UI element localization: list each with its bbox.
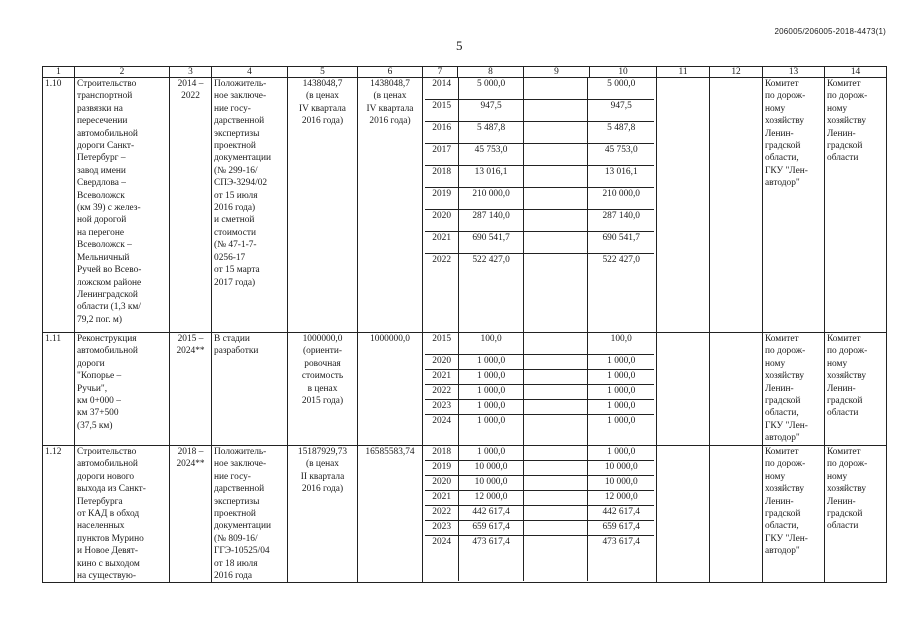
year-cell: 2022 [425,506,459,520]
total-amount: 5 487,8 [459,122,524,143]
year-cell: 2024 [425,415,459,445]
column-header: 8 [458,67,524,78]
year-row [425,476,654,491]
remaining-cost: 16585583,74 [358,446,423,583]
federal-amount [524,166,589,187]
table-row [43,446,887,583]
expertise-basis: В стадии разработки [212,333,288,446]
total-amount: 12 000,0 [459,491,524,505]
federal-amount [524,400,589,414]
year-cell: 2020 [425,355,459,369]
federal-amount [524,476,589,490]
yearly-financing [423,333,657,446]
total-amount: 1 000,0 [459,446,524,460]
year-row [425,385,654,400]
year-row [425,461,654,476]
regional-amount: 1 000,0 [607,416,636,426]
regional-amount: 1 000,0 [607,371,636,381]
estimated-cost: 15187929,73 (в ценах II квартала 2016 года) [288,446,358,583]
program-coordinator: Комитет по дорож- ному хозяйству Ленин- градской области [825,333,887,446]
empty-cell-12 [710,446,763,583]
year-cell: 2024 [425,536,459,581]
regional-amount: 690 541,7 [602,233,640,243]
empty-cell-11 [657,446,710,583]
year-cell: 2020 [425,210,459,231]
federal-amount [524,355,589,369]
year-cell: 2019 [425,188,459,209]
year-row [425,536,654,581]
column-header: 14 [825,67,887,78]
federal-amount [524,461,589,475]
total-amount: 1 000,0 [459,400,524,414]
regional-amount: 287 140,0 [602,211,640,221]
federal-amount [524,100,589,121]
federal-amount [524,506,589,520]
year-cell: 2021 [425,370,459,384]
regional-amount: 45 753,0 [604,145,638,155]
total-amount: 442 617,4 [459,506,524,520]
page-number: 5 [456,38,463,53]
regional-amount: 5 000,0 [607,79,636,89]
row-number: 1.12 [43,446,75,583]
federal-amount [524,536,589,581]
implementation-period: 2018 – 2024** [170,446,212,583]
year-row [425,188,654,210]
year-row [425,506,654,521]
year-cell: 2020 [425,476,459,490]
total-amount: 100,0 [459,333,524,354]
estimated-cost: 1000000,0 (ориенти- ровочная стоимость в ценах 2015 года) [288,333,358,446]
year-row [425,122,654,144]
total-amount: 1 000,0 [459,355,524,369]
yearly-financing [423,446,657,583]
federal-amount [524,78,589,99]
regional-amount: 522 427,0 [602,255,640,265]
total-amount: 45 753,0 [459,144,524,165]
year-row [425,144,654,166]
state-customer: Комитет по дорож- ному хозяйству Ленин- градской области, ГКУ "Лен- автодор" [763,333,825,446]
year-row [425,400,654,415]
total-amount: 5 000,0 [459,78,524,99]
year-cell: 2018 [425,166,459,187]
table-row [43,333,887,446]
column-header: 6 [358,67,423,78]
year-row [425,254,654,332]
program-table [42,66,887,583]
regional-amount: 473 617,4 [602,537,640,547]
remaining-cost: 1000000,0 [358,333,423,446]
federal-amount [524,491,589,505]
year-cell: 2022 [425,385,459,399]
column-header: 12 [710,67,763,78]
row-number: 1.11 [43,333,75,446]
regional-amount: 442 617,4 [602,507,640,517]
regional-amount: 1 000,0 [607,356,636,366]
year-row [425,210,654,232]
year-row [425,415,654,445]
remaining-cost: 1438048,7 (в ценах IV квартала 2016 года) [358,78,423,333]
federal-amount [524,385,589,399]
federal-amount [524,254,589,332]
implementation-period: 2014 – 2022 [170,78,212,333]
column-header: 5 [288,67,358,78]
total-amount: 1 000,0 [459,415,524,445]
total-amount: 522 427,0 [459,254,524,332]
year-cell: 2018 [425,446,459,460]
program-coordinator: Комитет по дорож- ному хозяйству Ленин- градской области [825,78,887,333]
total-amount: 210 000,0 [459,188,524,209]
federal-amount [524,446,589,460]
column-header: 3 [170,67,212,78]
federal-amount [524,370,589,384]
year-row [425,446,654,461]
regional-amount: 947,5 [610,101,632,111]
regional-amount: 5 487,8 [607,123,636,133]
column-header: 7 [423,67,458,78]
total-amount: 690 541,7 [459,232,524,253]
regional-amount: 10 000,0 [604,477,638,487]
expertise-basis: Положитель- ное заключе- ние госу- дарственной экспертизы проектной документации (№ 299-16/ СПЭ-3294/02 от 15 июля 2016 года) и сметной стоимости (№ 47-1-7- 0256-17 от 15 марта 2017 года) [212,78,288,333]
federal-amount [524,144,589,165]
regional-amount: 10 000,0 [604,462,638,472]
document-reference: 206005/206005-2018-4473(1) [774,27,886,36]
regional-amount: 12 000,0 [604,492,638,502]
row-number: 1.10 [43,78,75,333]
column-header: 10 [590,67,657,78]
year-cell: 2015 [425,100,459,121]
project-name: Реконструкция автомобильной дороги "Копорье – Ручьи", км 0+000 – км 37+500 (37,5 км) [75,333,170,446]
year-cell: 2014 [425,78,459,99]
estimated-cost: 1438048,7 (в ценах IV квартала 2016 года) [288,78,358,333]
regional-amount: 13 016,1 [604,167,638,177]
column-header: 1 [43,67,75,78]
year-row [425,355,654,370]
federal-amount [524,521,589,535]
year-cell: 2023 [425,521,459,535]
regional-amount: 1 000,0 [607,447,636,457]
federal-amount [524,188,589,209]
total-amount: 947,5 [459,100,524,121]
total-amount: 10 000,0 [459,476,524,490]
total-amount: 659 617,4 [459,521,524,535]
total-amount: 1 000,0 [459,370,524,384]
year-row [425,232,654,254]
column-header: 2 [75,67,170,78]
year-cell: 2015 [425,333,459,354]
yearly-financing [423,78,657,333]
year-cell: 2021 [425,232,459,253]
state-customer: Комитет по дорож- ному хозяйству Ленин- градской области, ГКУ "Лен- автодор" [763,78,825,333]
federal-amount [524,210,589,231]
year-cell: 2022 [425,254,459,332]
regional-amount: 210 000,0 [602,189,640,199]
federal-amount [524,232,589,253]
expertise-basis: Положитель- ное заключе- ние госу- дарственной экспертизы проектной документации (№ 809-16/ ГГЭ-10525/04 от 18 июля 2016 года [212,446,288,583]
implementation-period: 2015 – 2024** [170,333,212,446]
year-row [425,491,654,506]
empty-cell-11 [657,78,710,333]
year-cell: 2023 [425,400,459,414]
year-cell: 2019 [425,461,459,475]
year-row [425,100,654,122]
federal-amount [524,415,589,445]
total-amount: 10 000,0 [459,461,524,475]
federal-amount [524,122,589,143]
federal-amount [524,333,589,354]
year-row [425,166,654,188]
regional-amount: 100,0 [610,334,632,344]
regional-amount: 659 617,4 [602,522,640,532]
project-name: Строительство транспортной развязки на пересечении автомобильной дороги Санкт- Петербург – завод имени Свердлова – Всеволожск (км 39) с желез- ной дорогой на перегоне Всеволожск – Мельничный Ручей во Всево- ложском районе Ленинградской области (1,3 км/ 79,2 пог. м) [75,78,170,333]
total-amount: 473 617,4 [459,536,524,581]
year-row [425,370,654,385]
year-cell: 2017 [425,144,459,165]
table-row [43,78,887,333]
column-number-row [43,67,887,78]
regional-amount: 1 000,0 [607,401,636,411]
year-cell: 2021 [425,491,459,505]
column-header: 4 [212,67,288,78]
year-row [425,521,654,536]
year-row [425,78,654,100]
program-coordinator: Комитет по дорож- ному хозяйству Ленин- градской области [825,446,887,583]
empty-cell-11 [657,333,710,446]
total-amount: 1 000,0 [459,385,524,399]
year-row [425,333,654,355]
total-amount: 13 016,1 [459,166,524,187]
empty-cell-12 [710,78,763,333]
project-name: Строительство автомобильной дороги нового выхода из Санкт- Петербурга от КАД в обход населенных пунктов Мурино и Новое Девят- кино с выходом на существую- [75,446,170,583]
column-header: 11 [657,67,710,78]
total-amount: 287 140,0 [459,210,524,231]
state-customer: Комитет по дорож- ному хозяйству Ленин- градской области, ГКУ "Лен- автодор" [763,446,825,583]
year-cell: 2016 [425,122,459,143]
empty-cell-12 [710,333,763,446]
regional-amount: 1 000,0 [607,386,636,396]
column-header: 9 [524,67,590,78]
column-header: 13 [763,67,825,78]
